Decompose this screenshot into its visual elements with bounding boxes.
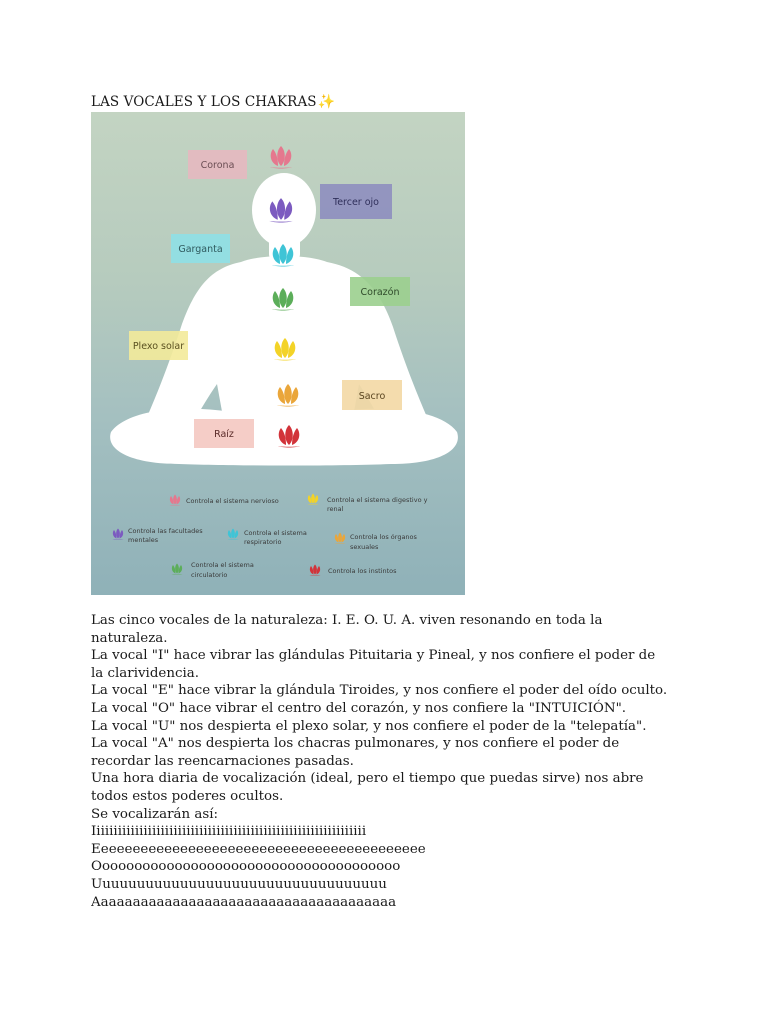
label-raiz-text: Raíz — [214, 429, 234, 440]
legend-text: respiratorio — [244, 538, 282, 546]
legend-item — [170, 495, 279, 506]
document-title — [91, 94, 335, 110]
legend-text: Controla los instintos — [328, 567, 397, 575]
lotus-icon — [308, 494, 319, 505]
legend-text: sexuales — [350, 543, 379, 551]
legend-text: Controla el sistema — [244, 529, 307, 537]
legend-text: Controla el sistema — [191, 561, 254, 569]
label-tercer-ojo-text: Tercer ojo — [333, 197, 379, 208]
legend-item — [228, 529, 307, 547]
chakras-illustration — [91, 112, 465, 595]
paragraph: La vocal "I" hace vibrar las glándulas Pituitaria y Pineal, y nos confiere el poder de la clarividencia. — [91, 648, 656, 681]
paragraph: La vocal "E" hace vibrar la glándula Tiroides, y nos confiere el poder del oído oculto. — [91, 683, 668, 699]
label-corona-text: Corona — [200, 160, 235, 171]
lotus-icon — [335, 533, 346, 544]
label-garganta-text: Garganta — [178, 244, 223, 255]
label-plexo-solar-text: Plexo solar — [132, 341, 185, 352]
lotus-icon — [172, 564, 183, 575]
legend-text: circulatorio — [191, 571, 228, 579]
label-sacro-text: Sacro — [358, 391, 386, 402]
label-raiz — [194, 419, 254, 448]
lotus-icon — [170, 495, 181, 506]
chakra-legend — [113, 494, 428, 580]
sparkles-icon: ✨ — [317, 94, 336, 110]
vowel-line-a: Aaaaaaaaaaaaaaaaaaaaaaaaaaaaaaaaaaaaaa — [91, 894, 397, 910]
legend-text: Controla las facultades — [128, 527, 203, 535]
paragraph: La vocal "A" nos despierta los chacras pulmonares, y nos confiere el poder de recordar las reencarnaciones pasadas. — [91, 736, 620, 769]
label-sacro — [342, 380, 402, 410]
legend-text: Controla los órganos — [350, 533, 417, 541]
legend-text: Controla el sistema nervioso — [186, 497, 279, 505]
legend-item — [172, 561, 254, 579]
label-corazon-text: Corazón — [360, 287, 400, 298]
label-tercer-ojo — [320, 184, 392, 219]
title-text: LAS VOCALES Y LOS CHAKRAS — [91, 94, 317, 110]
vowel-line-i: Iiiiiiiiiiiiiiiiiiiiiiiiiiiiiiiiiiiiiiiiiiiiiiiiiiiiiiiiiiiiiiii — [91, 824, 367, 840]
lotus-icon — [113, 529, 124, 540]
paragraph: Las cinco vocales de la naturaleza: I. E. O. U. A. viven resonando en toda la naturaleza. — [91, 613, 603, 646]
paragraph: Una hora diaria de vocalización (ideal, pero el tiempo que puedas sirve) nos abre todos estos poderes ocultos. — [91, 771, 644, 804]
lotus-icon-corona — [270, 146, 292, 169]
vowel-line-o: Oooooooooooooooooooooooooooooooooooooo — [91, 859, 401, 875]
lotus-icon — [228, 529, 239, 540]
legend-text: Controla el sistema digestivo y — [327, 496, 428, 504]
vowel-line-u: Uuuuuuuuuuuuuuuuuuuuuuuuuuuuuuuuuu — [91, 876, 387, 892]
legend-text: renal — [327, 505, 344, 513]
paragraph: Se vocalizarán así: — [91, 806, 218, 822]
legend-item — [113, 527, 204, 544]
label-corazon — [350, 277, 410, 306]
meditating-silhouette — [110, 173, 458, 466]
label-garganta — [171, 234, 230, 263]
legend-item — [335, 533, 418, 552]
paragraph: La vocal "O" hace vibrar el centro del corazón, y nos confiere la "INTUICIÓN". — [91, 700, 627, 716]
legend-item — [310, 565, 398, 576]
article-body — [91, 612, 671, 911]
paragraph: La vocal "U" nos despierta el plexo solar, y nos confiere el poder de la "telepatía". — [91, 718, 647, 734]
label-corona — [188, 150, 247, 179]
vowel-line-e: Eeeeeeeeeeeeeeeeeeeeeeeeeeeeeeeeeeeeeeeeee — [91, 841, 426, 857]
legend-item — [308, 494, 428, 514]
label-plexo-solar — [129, 331, 188, 360]
lotus-icon — [310, 565, 321, 576]
chakras-figure — [91, 112, 465, 595]
legend-text: mentales — [128, 536, 159, 544]
